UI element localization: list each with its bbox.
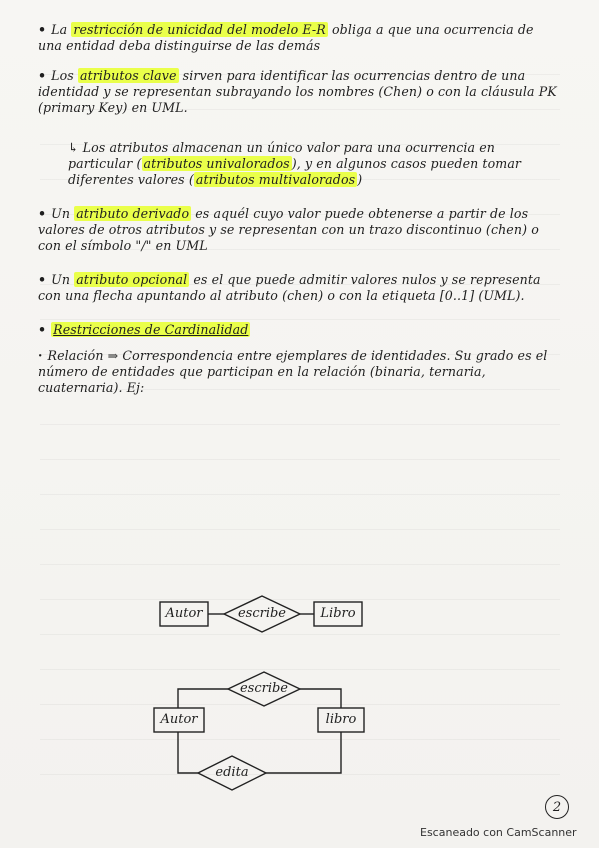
entity-label-libro-2: libro <box>325 712 357 727</box>
note-opcional: • Un atributo opcional es el que puede admitir valores nulos y se representa con una flecha apuntando al atributo (chen) o con la etiqueta [0..1] (UML). <box>38 272 541 303</box>
highlight-opcional: atributo opcional <box>76 272 188 287</box>
highlight-univalorados: atributos univalorados <box>143 156 290 171</box>
note-univalorados: ↳ Los atributos almacenan un único valor para una ocurrencia en particular ( atributos univalorados ), y en algunos casos pueden tomar diferentes valores ( atributos multivalorados ) <box>68 140 522 187</box>
camscanner-watermark: Escaneado con CamScanner <box>420 826 577 839</box>
highlight-cardinalidad: Restricciones de Cardinalidad <box>53 322 249 337</box>
highlight-atributos-clave: atributos clave <box>79 68 177 83</box>
entity-label-autor: Autor <box>165 606 203 621</box>
entity-label-libro: Libro <box>320 606 356 621</box>
note-derivado: • Un atributo derivado es aquél cuyo valor puede obtenerse a partir de los valores de otros atributos y se representan con un trazo discontinuo (chen) o con el símbolo "/" en UML <box>38 206 539 253</box>
relation-label-escribe-2: escribe <box>239 681 289 696</box>
highlight-unicidad: restricción de unicidad del modelo E-R <box>73 22 326 37</box>
note-atributos-clave: • Los atributos clave sirven para identificar las ocurrencias dentro de una identidad y se representan subrayando los nombres (Chen) o con la cláusula PK (primary Key) en UML. <box>38 68 557 115</box>
arrow-icon: ↳ <box>68 140 79 155</box>
highlight-derivado: atributo derivado <box>76 206 190 221</box>
page-number: 2 <box>545 795 569 819</box>
entity-label-autor-2: Autor <box>160 712 198 727</box>
note-relacion: · Relación ⇒ Correspondencia entre ejemplares de identidades. Su grado es el número de entidades que participan en la relación (binaria, ternaria, cuaternaria). Ej: <box>38 348 548 395</box>
note-unicidad: • La restricción de unicidad del modelo E-R obliga a que una ocurrencia de una entidad deba distinguirse de las demás <box>38 22 534 53</box>
handwritten-notes <box>38 22 558 396</box>
relation-label-escribe: escribe <box>237 606 287 621</box>
note-cardinalidad-heading: • Restricciones de Cardinalidad <box>38 322 249 337</box>
highlight-multivalorados: atributos multivalorados <box>195 172 356 187</box>
relation-label-edita: edita <box>215 765 249 780</box>
